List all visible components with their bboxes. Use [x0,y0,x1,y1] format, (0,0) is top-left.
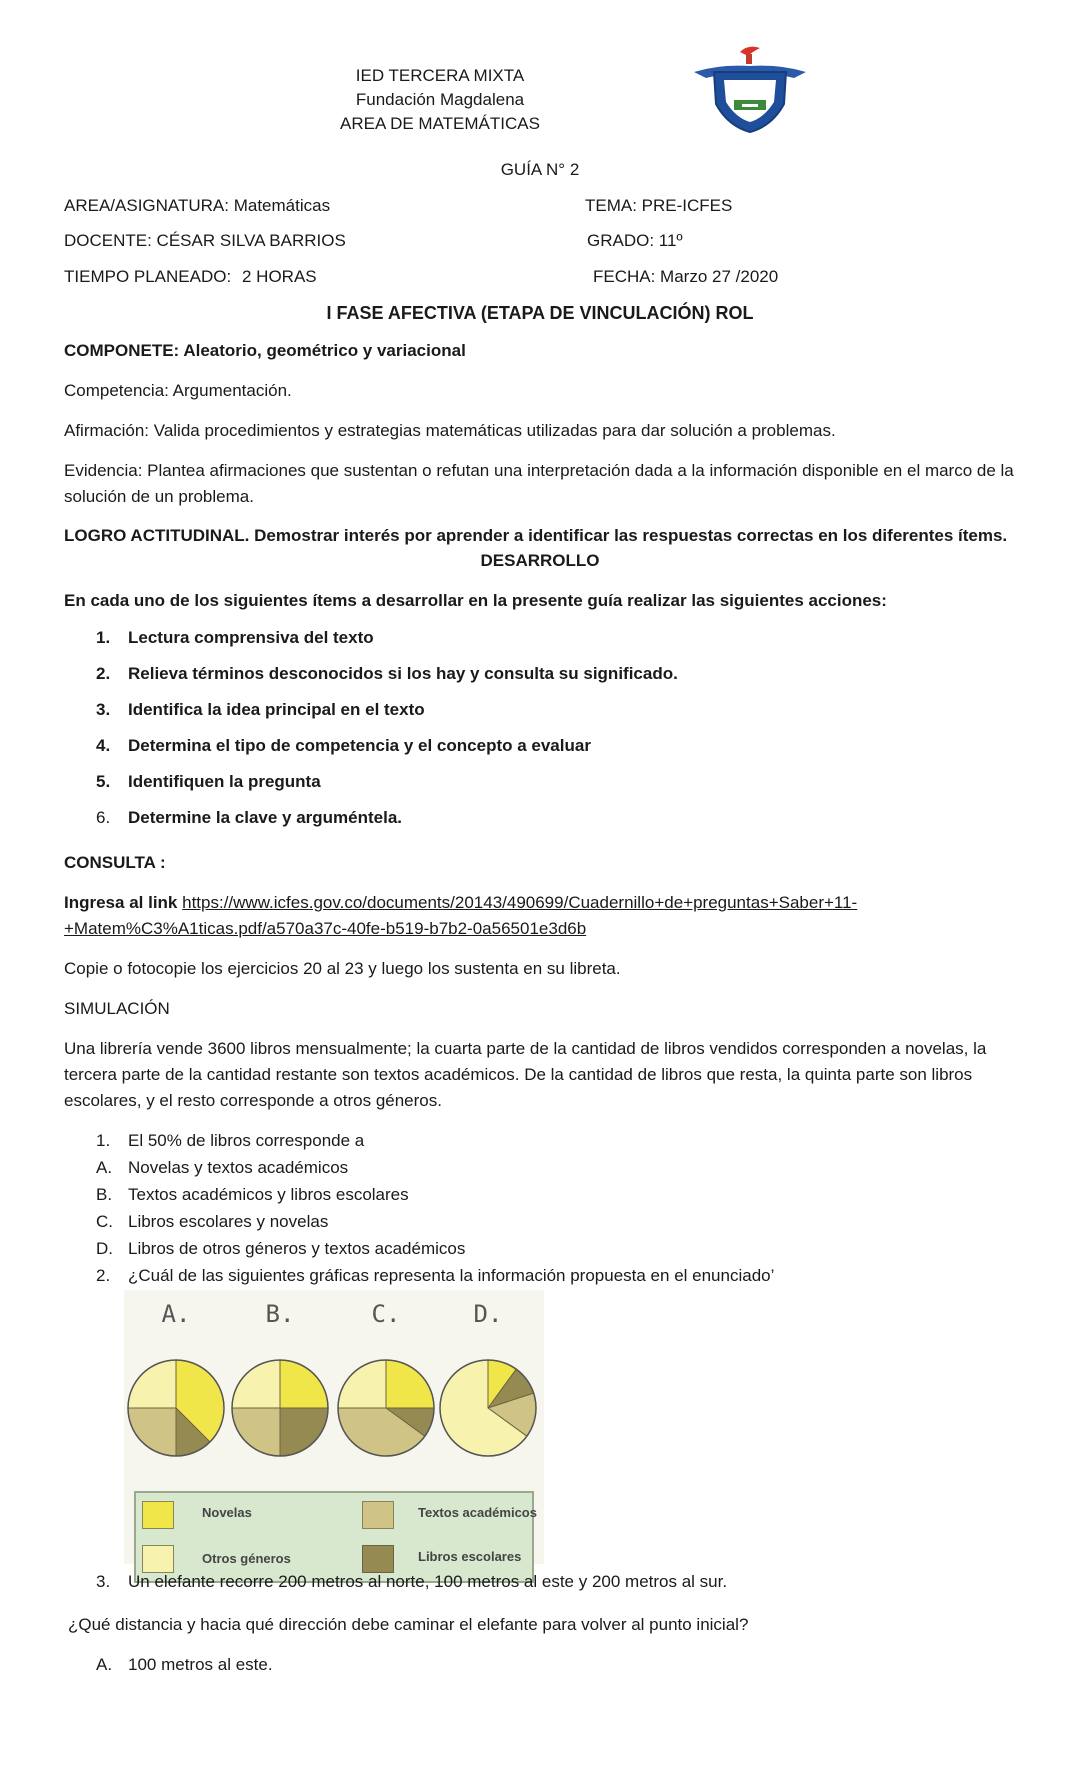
evidence-paragraph: Evidencia: Plantea afirmaciones que sustentan o refutan una interpretación dada a la información disponible en el marco de la solución de un problema. [64,461,1014,506]
subject-field: AREA/ASIGNATURA: Matemáticas [64,196,331,215]
copy-instruction: Copie o fotocopie los ejercicios 20 al 23 y luego los sustenta en su libreta. [64,959,621,978]
foundation-name: Fundación Magdalena [355,90,525,109]
chart-legend [134,1491,537,1583]
date-field: FECHA: Marzo 27 /2020 [593,267,779,286]
area-name: AREA DE MATEMÁTICAS [340,114,540,133]
legend-label: Libros escolares [418,1549,522,1564]
component-line: COMPONETE: Aleatorio, geométrico y variacional [64,341,466,360]
school-logo [690,42,810,134]
pie-label: B. [265,1300,295,1328]
development-title: DESARROLLO [480,551,600,570]
consult-link-continuation [64,919,586,939]
pie-label: C. [371,1300,401,1328]
phase-title: I FASE AFECTIVA (ETAPA DE VINCULACIÓN) ROL [326,303,754,323]
grade-field: GRADO: 11º [587,231,683,250]
consult-link-line [64,893,857,913]
legend-label: Novelas [202,1505,252,1520]
teacher-field: DOCENTE: CÉSAR SILVA BARRIOS [64,231,346,250]
consult-link-label: Ingresa al link [64,893,178,912]
consult-title: CONSULTA : [64,853,166,872]
pie-label: D. [473,1300,503,1328]
legend-label: Textos académicos [418,1505,537,1520]
pie-charts [124,1290,544,1490]
instructions-intro: En cada uno de los siguientes ítems a desarrollar en la presente guía realizar las siguientes acciones: [64,591,887,610]
guide-title: GUÍA N° 2 [500,160,580,179]
topic-field: TEMA: PRE-ICFES [585,196,733,215]
question-3-prompt: ¿Qué distancia y hacia qué dirección debe caminar el elefante para volver al punto inicial? [68,1615,749,1634]
affirmation-line: Afirmación: Valida procedimientos y estrategias matemáticas utilizadas para dar solución a problemas. [64,421,836,440]
pie-label: A. [161,1300,191,1328]
simulation-problem: Una librería vende 3600 libros mensualmente; la cuarta parte de la cantidad de libros vendidos corresponden a novelas, la tercera parte de la cantidad restante son textos académicos. De la cantidad de libros que resta, la quinta parte son libros escolares, y el resto corresponde a otros géneros. [64,1039,987,1110]
simulation-title: SIMULACIÓN [64,999,170,1018]
icfes-link-continuation[interactable]: +Matem%C3%A1ticas.pdf/a570a37c-40fe-b519-b7b2-0a56501e3d6b [64,919,587,938]
time-label: TIEMPO PLANEADO: [64,267,232,286]
pie-charts-figure [124,1290,544,1564]
achievement-line: LOGRO ACTITUDINAL. Demostrar interés por aprender a identificar las respuestas correctas en los diferentes ítems. [64,526,1008,545]
school-name: IED TERCERA MIXTA [355,66,525,85]
school-header [330,64,550,136]
legend-swatch-icon [362,1501,394,1529]
legend-label: Otros géneros [202,1551,291,1566]
legend-swatch-icon [362,1545,394,1573]
icfes-link[interactable]: https://www.icfes.gov.co/documents/20143/490699/Cuadernillo+de+preguntas+Saber+11- [182,893,858,912]
competence-line: Competencia: Argumentación. [64,381,292,400]
time-value: 2 HORAS [242,267,317,286]
legend-swatch-icon [142,1545,174,1573]
legend-swatch-icon [142,1501,174,1529]
